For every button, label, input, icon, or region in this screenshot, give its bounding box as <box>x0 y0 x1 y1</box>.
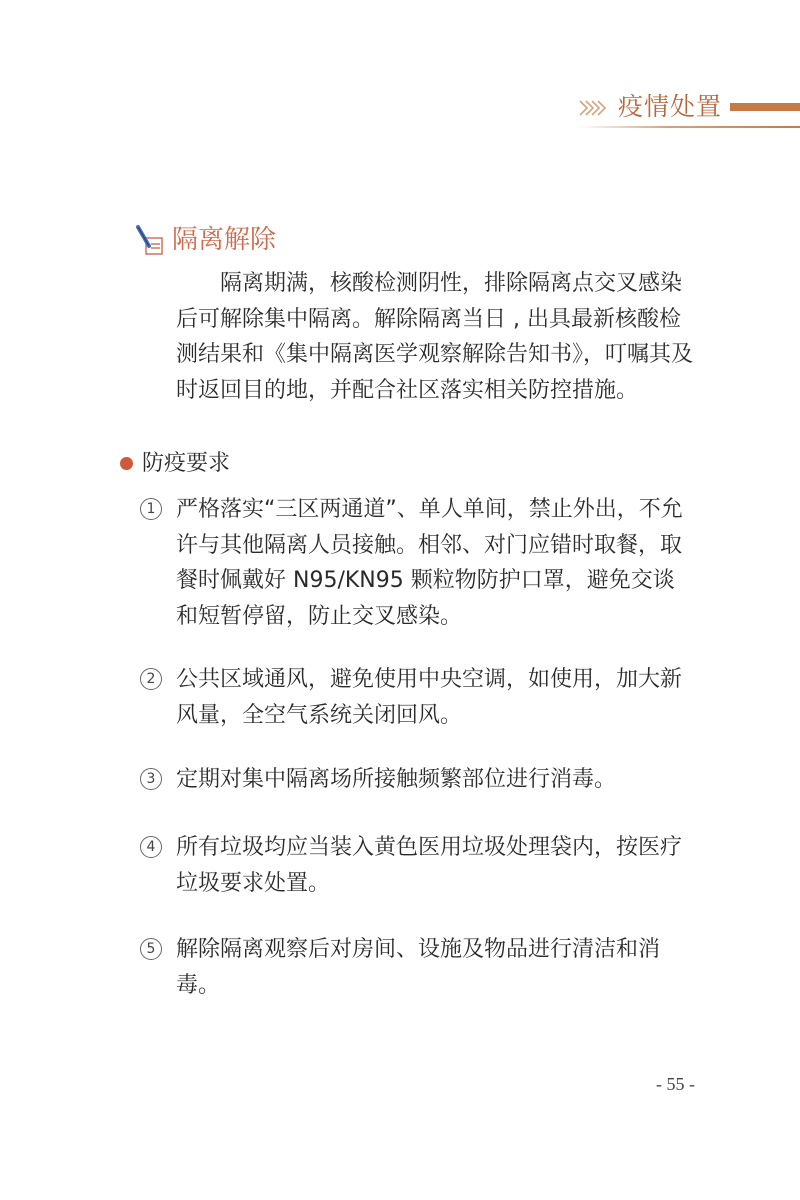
header-underline <box>578 126 800 128</box>
circled-number: 5 <box>140 938 162 960</box>
list-item-text: 公共区域通风，避免使用中央空调，如使用，加大新风量，全空气系统关闭回风。 <box>176 667 683 728</box>
circled-number: 2 <box>140 668 162 690</box>
page-header <box>578 92 800 132</box>
page-number: - 55 - <box>656 1074 695 1094</box>
header-title: 疫情处置 <box>618 92 723 121</box>
circled-number: 4 <box>140 836 162 858</box>
section-paragraph: 隔离期满，核酸检测阴性，排除隔离点交叉感染后可解除集中隔离。解除隔离当日 , 出具最新核酸检测结果和《集中隔离医学观察解除告知书》，叮嘱其及时返回目的地，并配合社区落实相关防控措施。 <box>176 271 694 403</box>
pen-note-icon <box>134 224 166 258</box>
section-title: 隔离解除 <box>172 225 277 255</box>
list-item-text: 定期对集中隔离场所接触频繁部位进行消毒。 <box>176 767 617 792</box>
list-item-text: 所有垃圾均应当装入黄色医用垃圾处理袋内，按医疗垃圾要求处置。 <box>176 835 683 896</box>
bullet-dot-icon <box>120 457 133 470</box>
header-accent-bar <box>730 103 800 111</box>
circled-number: 3 <box>140 768 162 790</box>
triple-chevron-right-icon <box>578 98 612 118</box>
circled-number: 1 <box>140 498 162 520</box>
list-item-text: 严格落实“三区两通道”、单人单间，禁止外出，不允许与其他隔离人员接触。相邻、对门应错时取餐，取餐时佩戴好 N95/KN95 颗粒物防护口罩，避免交谈和短暂停留，防止交叉感染。 <box>176 497 683 629</box>
list-item-text: 解除隔离观察后对房间、设施及物品进行清洁和消毒。 <box>176 937 661 998</box>
requirements-heading-text: 防疫要求 <box>142 451 231 476</box>
